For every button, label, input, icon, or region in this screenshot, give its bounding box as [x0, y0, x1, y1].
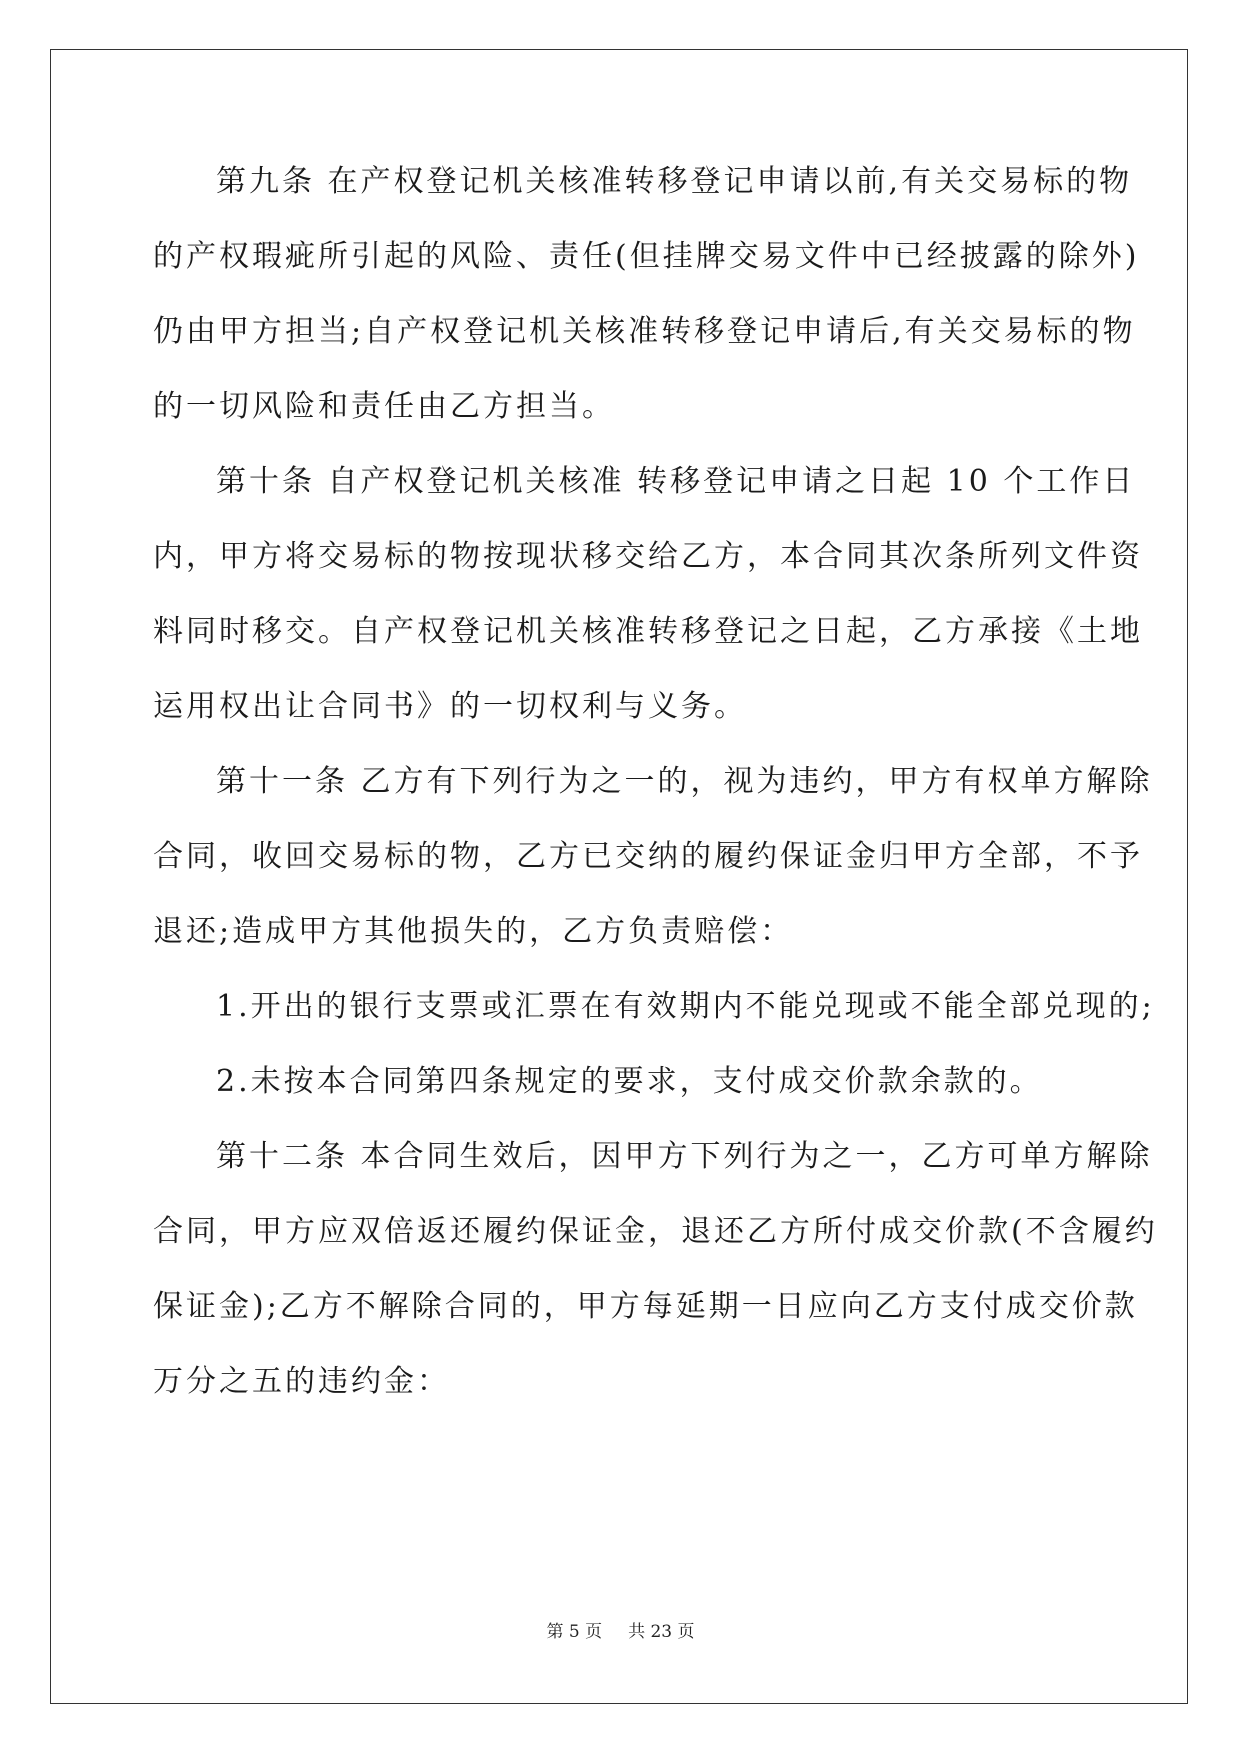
- article-9-line-4: 的一切风险和责任由乙方担当。: [153, 389, 615, 424]
- article-10-line-4: 运用权出让合同书》的一切权利与义务。: [153, 689, 747, 724]
- page-total: 共 23 页: [628, 1622, 695, 1642]
- article-9-line-2: 的产权瑕疵所引起的风险、责任(但挂牌交易文件中已经披露的除外): [153, 239, 1140, 274]
- article-9-line-1: 第九条 在产权登记机关核准转移登记申请以前,有关交易标的物: [216, 164, 1133, 199]
- article-12-line-2: 合同，甲方应双倍返还履约保证金，退还乙方所付成交价款(不含履约: [153, 1214, 1158, 1249]
- article-12-line-4: 万分之五的违约金：: [153, 1364, 450, 1399]
- article-10-line-1: 第十条 自产权登记机关核准 转移登记申请之日起 10 个工作日: [216, 464, 1136, 499]
- article-11-line-3: 退还;造成甲方其他损失的，乙方负责赔偿：: [153, 914, 794, 949]
- article-9-line-3: 仍由甲方担当;自产权登记机关核准转移登记申请后,有关交易标的物: [153, 314, 1136, 349]
- article-10-line-2: 内，甲方将交易标的物按现状移交给乙方，本合同其次条所列文件资: [153, 539, 1143, 574]
- article-12-line-3: 保证金);乙方不解除合同的，甲方每延期一日应向乙方支付成交价款: [153, 1289, 1138, 1324]
- page-footer: [0, 1617, 1241, 1642]
- article-11-line-2: 合同，收回交易标的物，乙方已交纳的履约保证金归甲方全部，不予: [153, 839, 1143, 874]
- article-12-line-1: 第十二条 本合同生效后，因甲方下列行为之一，乙方可单方解除: [216, 1139, 1153, 1174]
- article-11-line-1: 第十一条 乙方有下列行为之一的，视为违约，甲方有权单方解除: [216, 764, 1153, 799]
- page-number: 第 5 页: [546, 1622, 603, 1642]
- list-item-2: 2.未按本合同第四条规定的要求，支付成交价款余款的。: [216, 1064, 1043, 1099]
- article-10-line-3: 料同时移交。自产权登记机关核准转移登记之日起，乙方承接《土地: [153, 614, 1143, 649]
- list-item-1: 1.开出的银行支票或汇票在有效期内不能兑现或不能全部兑现的;: [216, 989, 1155, 1024]
